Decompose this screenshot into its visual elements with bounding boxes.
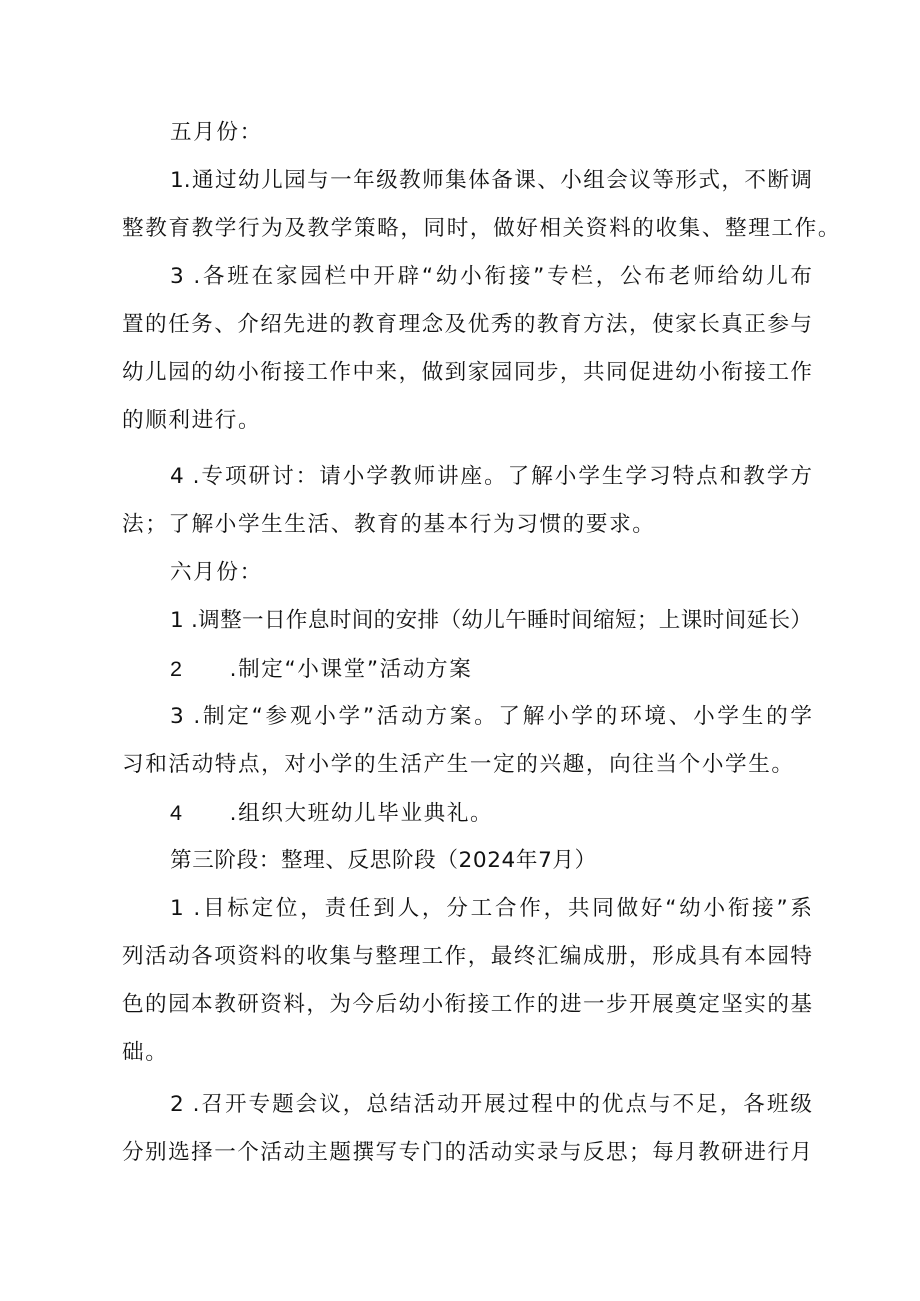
paragraph-line: 础。	[122, 1040, 169, 1065]
paragraph-line: 习和活动特点，对小学的生活产生一定的兴趣，向往当个小学生。	[122, 752, 795, 777]
list-number: 2	[170, 656, 184, 681]
list-item: 4 .组织大班幼儿毕业典礼。	[170, 800, 494, 826]
paragraph-line: 色的园本教研资料，为今后幼小衔接工作的进一步开展奠定坚实的基	[122, 992, 812, 1017]
paragraph-line: 4 .专项研讨：请小学教师讲座。了解小学生学习特点和教学方	[170, 464, 812, 489]
paragraph-line: 2 .召开专题会议，总结活动开展过程中的优点与不足，各班级	[170, 1092, 812, 1117]
paragraph-line: 法；了解小学生生活、教育的基本行为习惯的要求。	[122, 512, 656, 537]
paragraph-line: 幼儿园的幼小衔接工作中来，做到家园同步，共同促进幼小衔接工作	[122, 360, 812, 385]
heading-june: 六月份：	[170, 560, 263, 585]
paragraph-line: 1.通过幼儿园与一年级教师集体备课、小组会议等形式，不断调	[170, 168, 812, 193]
heading-may: 五月份：	[170, 120, 263, 145]
list-item: 2 .制定“小课堂”活动方案	[170, 656, 473, 682]
paragraph-line: 1 .目标定位，责任到人，分工合作，共同做好“幼小衔接”系	[170, 896, 812, 921]
paragraph-line: 整教育教学行为及教学策略，同时，做好相关资料的收集、整理工作。	[122, 216, 842, 241]
paragraph-line: 3 .各班在家园栏中开辟“幼小衔接”专栏，公布老师给幼儿布	[170, 264, 812, 289]
list-number: 4	[170, 800, 184, 825]
paragraph-line: 置的任务、介绍先进的教育理念及优秀的教育方法，使家长真正参与	[122, 312, 812, 337]
paragraph-line: 3 .制定“参观小学”活动方案。了解小学的环境、小学生的学	[170, 704, 812, 729]
heading-phase-three: 第三阶段：整理、反思阶段（2024年7月）	[170, 848, 597, 873]
paragraph-line: 的顺利进行。	[122, 408, 262, 433]
paragraph-line: 分别选择一个活动主题撰写专门的活动实录与反思；每月教研进行月	[122, 1140, 812, 1165]
paragraph-line: 列活动各项资料的收集与整理工作，最终汇编成册，形成具有本园特	[122, 944, 812, 969]
paragraph-line: 1 .调整一日作息时间的安排（幼儿午睡时间缩短；上课时间延长）	[170, 608, 812, 633]
